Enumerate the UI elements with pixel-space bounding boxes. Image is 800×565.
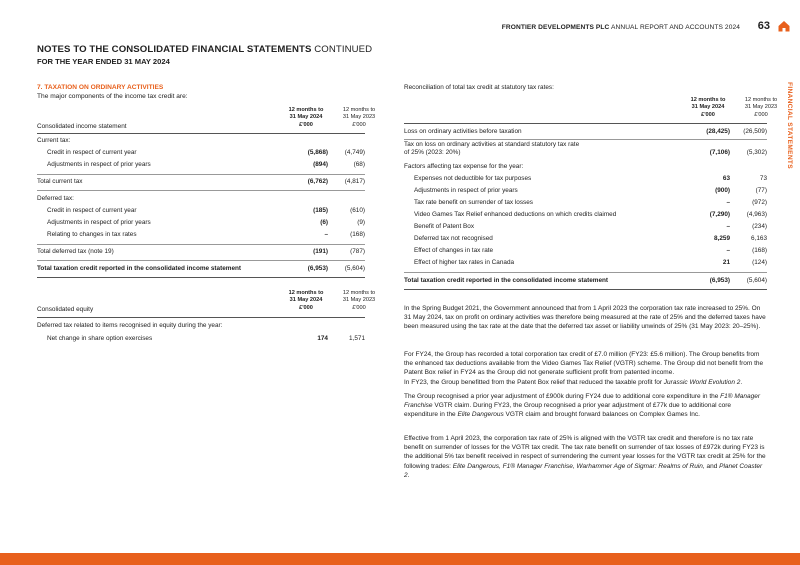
row-label: Total deferred tax (note 19): [37, 248, 114, 255]
row-label: Effect of changes in tax rate: [414, 247, 494, 254]
col-header-2023: [733, 97, 789, 119]
table-row: [37, 149, 365, 161]
row-label: Adjustments in respect of prior years: [47, 161, 151, 168]
value-2023: (5,604): [746, 277, 767, 284]
paragraph-text: .: [740, 378, 743, 386]
table-row: [404, 175, 767, 187]
row-label: Effect of higher tax rates in Canada: [414, 259, 515, 266]
row-label: Deferred tax not recognised: [414, 235, 493, 242]
value-2024: (6,762): [307, 178, 328, 185]
paragraph-text: The Group recognised a prior year adjustment of £900k during FY24 due to additional core expenditure in the: [404, 393, 721, 400]
col-header-line: 31 May 2023: [342, 114, 376, 121]
col-header-line: 31 May 2024: [289, 114, 323, 121]
row-label: Adjustments in respect of prior years: [414, 187, 518, 194]
paragraph-text: and: [704, 462, 720, 470]
table-row: [404, 235, 767, 247]
col-header-line: £'000: [299, 121, 313, 128]
row-label: Total taxation credit reported in the consolidated income statement: [404, 277, 609, 284]
divider: [37, 133, 365, 134]
value-2023: (168): [752, 247, 767, 254]
value-2024: –: [726, 199, 730, 206]
row-label: Deferred tax:: [37, 195, 74, 202]
col-header-line: 31 May 2023: [744, 104, 778, 111]
value-2023: (4,817): [344, 178, 365, 185]
value-2023: (168): [350, 231, 365, 238]
paragraph-text: .: [407, 471, 410, 479]
value-2024: (28,425): [706, 128, 730, 135]
table-row: [404, 247, 767, 259]
value-2023: (9): [357, 219, 365, 226]
table-row: [37, 248, 365, 260]
col-header-line: 12 months to: [744, 97, 778, 103]
paragraph-vgtr-rate: [404, 434, 766, 480]
divider: [37, 244, 365, 245]
row-label: Relating to changes in tax rates: [47, 231, 137, 238]
game-title: Planet Coaster 2: [404, 462, 763, 479]
value-2023: (68): [353, 161, 365, 168]
value-2024: (6): [320, 219, 328, 226]
table-row: [37, 219, 365, 231]
value-2024: (6,953): [709, 277, 730, 284]
value-2023: (124): [752, 259, 767, 266]
reconciliation-table: [404, 84, 778, 296]
running-header: [502, 24, 740, 31]
value-2023: 73: [759, 175, 767, 182]
table-row: [37, 195, 365, 207]
value-2023: (77): [755, 187, 767, 194]
col-header-line: 12 months to: [690, 97, 726, 103]
value-2024: (185): [313, 207, 328, 214]
table-row: [404, 199, 767, 211]
col-header-line: 12 months to: [288, 107, 324, 113]
divider: [404, 123, 767, 124]
row-label: Total taxation credit reported in the consolidated income statement: [37, 265, 242, 272]
divider: [37, 174, 365, 175]
table-row: [37, 137, 365, 149]
table-row: [404, 211, 767, 223]
row-label: Video Games Tax Relief enhanced deductions on which credits claimed: [414, 211, 617, 218]
row-label: Factors affecting tax expense for the year:: [404, 163, 524, 170]
value-2024: (7,290): [709, 211, 730, 218]
value-2023: (787): [350, 248, 365, 255]
page-title: [37, 44, 372, 55]
col-header-line: £'000: [299, 304, 313, 311]
value-2023: (26,509): [743, 128, 767, 135]
paragraph-prior-year-adjustment: [404, 392, 766, 420]
row-label: Total current tax: [37, 178, 83, 185]
value-2023: 1,571: [349, 335, 365, 342]
divider: [404, 139, 767, 140]
equity-tax-table: [37, 290, 376, 350]
col-header-line: 12 months to: [342, 107, 376, 113]
home-icon[interactable]: [778, 20, 790, 32]
col-header-line: £'000: [701, 111, 715, 118]
col-header-line: 31 May 2024: [691, 104, 725, 111]
row-label: Deferred tax related to items recognised in equity during the year:: [37, 322, 223, 329]
row-label: Benefit of Patent Box: [414, 223, 475, 230]
game-title: F1® Manager Franchise: [404, 393, 761, 410]
table-row: [404, 259, 767, 271]
row-label: Net change in share option exercises: [47, 335, 153, 342]
value-2024: –: [726, 247, 730, 254]
col-header-line: £'000: [352, 121, 366, 128]
col-header-line: 12 months to: [288, 290, 324, 296]
value-2024: –: [726, 223, 730, 230]
row-label: Current tax:: [37, 137, 71, 144]
table-row-total: [37, 265, 365, 277]
row-label: Expenses not deductible for tax purposes: [414, 175, 532, 182]
table-row: [37, 322, 365, 334]
table-row: [37, 207, 365, 219]
footer-bar: [0, 553, 800, 565]
row-label: Tax rate benefit on surrender of tax losses: [414, 199, 533, 206]
side-tab-label: FINANCIAL STATEMENTS: [786, 82, 793, 169]
caption-label: Consolidated income statement: [37, 123, 127, 130]
company-name: FRONTIER DEVELOPMENTS PLC: [501, 24, 610, 31]
value-2024: (5,868): [307, 149, 328, 156]
col-header-line: 31 May 2024: [289, 297, 323, 304]
paragraph-text: VGTR claim and brought forward balances on Complex Games Inc.: [503, 411, 700, 419]
game-title: Elite Dangerous: [457, 411, 504, 419]
section-heading: 7. TAXATION ON ORDINARY ACTIVITIES: [37, 84, 164, 91]
col-header-line: 31 May 2023: [342, 297, 376, 304]
paragraph-tax-rate: In the Spring Budget 2021, the Government announced that from 1 April 2023 the corporation tax rate increased to 25%. On 31 May 2024, tax on profit on ordinary activities was therefore being measured at the rate of 25% and the deferred taxes have been measured using the tax rate at the date that the deferred tax asset or liability unwinds of 25% (31 May 2023: 20–25%).: [404, 305, 766, 331]
col-header-line: £'000: [352, 304, 366, 311]
value-2024: (900): [715, 187, 730, 194]
col-header-2024: [680, 97, 736, 119]
game-titles: Elite Dangerous, F1® Manager Franchise, Warhammer Age of Sigmar: Realms of Ruin,: [452, 462, 705, 470]
paragraph-fy24-credit: [404, 350, 766, 387]
table-row: [37, 335, 365, 347]
col-header-line: 12 months to: [342, 290, 376, 296]
value-2024: 174: [317, 335, 328, 342]
value-2024: (191): [313, 248, 328, 255]
value-2024: –: [324, 231, 328, 238]
page-subtitle: FOR THE YEAR ENDED 31 MAY 2024: [37, 57, 170, 66]
value-2024: (7,106): [709, 149, 730, 156]
caption-label: Consolidated equity: [37, 306, 94, 313]
table-row: [404, 223, 767, 235]
value-2023: (234): [752, 223, 767, 230]
value-2024: (894): [313, 161, 328, 168]
paragraph-text: Effective from 1 April 2023, the corporation tax rate of 25% is aligned with the VGTR tax credit and therefore is no tax rate benefit on surrender of losses for the VGTR tax credit. The tax rate benefit on surrender of tax losses of £972k during FY23 is the additional 5% tax benefit received in respect of surrendering the current year losses for the VGTR tax credit at 25% for the following trades:: [404, 435, 766, 470]
table-row: [404, 187, 767, 199]
divider: [404, 272, 767, 273]
table-row: [37, 178, 365, 190]
title-main: NOTES TO THE CONSOLIDATED FINANCIAL STATEMENTS: [37, 44, 312, 55]
table-row: [37, 161, 365, 173]
value-2023: 6,163: [751, 235, 767, 242]
table-row: [404, 141, 767, 161]
divider: [37, 317, 365, 318]
page-number: 63: [757, 20, 770, 32]
table-intro: [404, 84, 767, 96]
divider: [37, 277, 365, 278]
divider: [37, 190, 365, 191]
game-title: Jurassic World Evolution 2: [663, 378, 741, 386]
row-label-line2: of 25% (2023: 20%): [404, 149, 461, 156]
value-2023: (4,749): [344, 149, 365, 156]
divider: [37, 260, 365, 261]
value-2024: (6,953): [307, 265, 328, 272]
value-2023: (972): [752, 199, 767, 206]
value-2024: 63: [722, 175, 730, 182]
intro-label: Reconciliation of total tax credit at statutory tax rates:: [404, 84, 554, 91]
row-label: Tax on loss on ordinary activities at standard statutory tax rate: [404, 141, 580, 148]
row-label: Adjustments in respect of prior years: [47, 219, 151, 226]
value-2023: (610): [350, 207, 365, 214]
table-row: [404, 163, 767, 175]
row-label: Loss on ordinary activities before taxation: [404, 128, 522, 135]
value-2023: (4,963): [746, 211, 767, 218]
row-label: Credit in respect of current year: [47, 207, 137, 214]
row-label: Credit in respect of current year: [47, 149, 137, 156]
paragraph-text: VGTR claim. During FY23, the Group recognised a prior year adjustment of £77k due to additional core expenditure in the: [404, 402, 731, 419]
income-tax-table: [37, 104, 376, 280]
value-2024: 8,259: [714, 235, 730, 242]
table-row-total: [404, 277, 767, 289]
value-2024: 21: [722, 259, 730, 266]
divider: [404, 289, 767, 290]
section-intro: The major components of the income tax credit are:: [37, 93, 188, 100]
paragraph-text: For FY24, the Group has recorded a total corporation tax credit of £7.0 million (FY23: £5.6 million). The Group benefits from the enhanced tax deductions available from the Video Games Tax Relief (VGTR) scheme. The Group did not benefit from the Patent Box relief in FY24 as the Group did not generate sufficient profit from patented income.: [404, 351, 764, 377]
report-name: ANNUAL REPORT AND ACCOUNTS 2024: [610, 24, 740, 31]
table-row: [37, 231, 365, 243]
title-continued: CONTINUED: [314, 44, 373, 55]
value-2023: (5,604): [344, 265, 365, 272]
paragraph-text: In FY23, the Group benefitted from the Patent Box relief that reduced the taxable profit for: [404, 378, 664, 386]
col-header-line: £'000: [754, 111, 768, 118]
value-2023: (5,302): [746, 149, 767, 156]
